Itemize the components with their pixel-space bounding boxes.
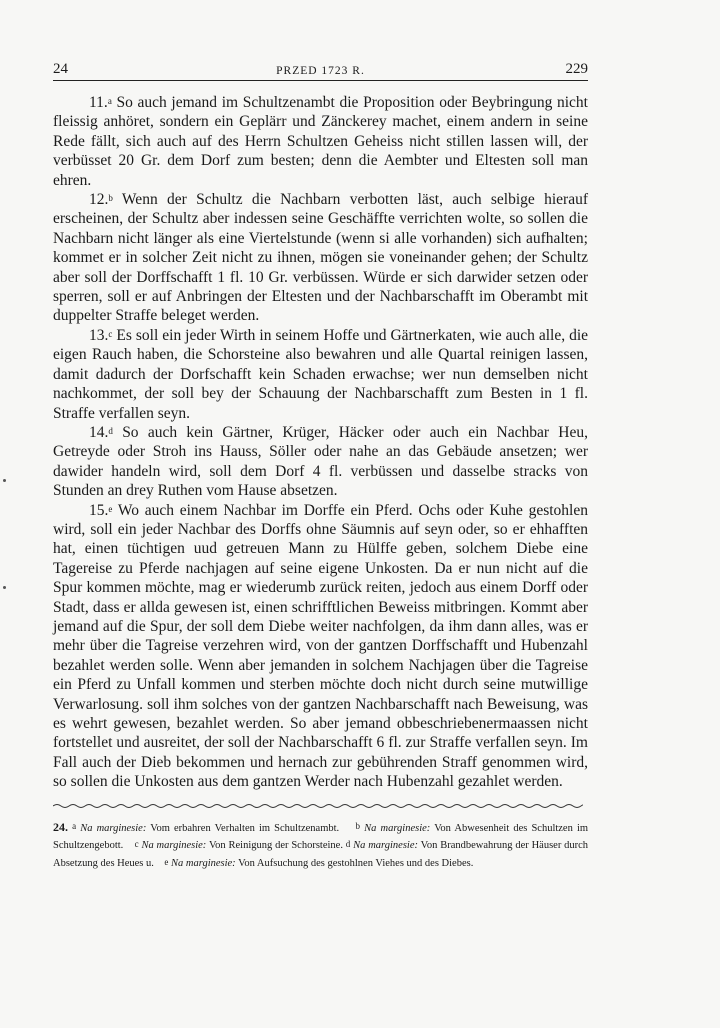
- footnote-a: a Na marginesie: Vom erbahren Verhalten im Schultzenambt.: [72, 820, 340, 834]
- paragraph-text: Es soll ein jeder Wirth in seinem Hoffe und Gärtnerkaten, wie auch alle, die eigen Rauch haben, die Schorsteine also bewahren und alle Quartal reinigen lassen, damit dadurch der Dorfschafft kein Schaden erwachse; wer nun demselben nicht nachkommet, der soll bey der Schauung der Nachbarschafft zum Besten in 1 fl. Straffe verfallen seyn.: [53, 326, 589, 422]
- footnote-mark: a: [107, 96, 112, 106]
- running-title: PRZED 1723 R.: [276, 65, 365, 77]
- paragraph-number: 13.: [89, 326, 109, 344]
- paragraph-text: Wo auch einem Nachbar im Dorffe ein Pferd. Ochs oder Kuhe gestohlen wird, soll ein jeder Nachbar des Dorffs ohne Säumnis auf seyn oder, so er ehhafften hat, einen tüchtigen uud getreuen Mann zu Hülffe geben, solchem Diebe eine Tagereise zu Pferde nachjagen auf seine eigene Unkosten. Da er nun nicht auf die Spur kommen möchte, mag er wiederumb zurück reiten, jedoch aus einem Dorff oder Stadt, dass er allda gewesen ist, einen schrifftlichen Beweiss mitbringen. Kommt aber jemand auf die Spur, der soll dem Diebe weiter nachfolgen, da ihm dann alles, was er mehr über die Tagreise verzehren wird, von der gantzen Dorffschafft und Hubenzahl bezahlet werden solle. Wenn aber jemanden in solchem Nachjagen über die Tagreise ein Pferd zu Unfall kommen und sterben möchte doch nicht durch seine mutwillige Verwarlosung. soll ihm solches von der gantzen Nachbarschafft nach Beweisung, was es wehrt gewesen, bezahlet werden. So aber jemand obbeschriebenermaassen nicht fortstellet und ausreitet, der soll der Nachbarschafft 6 fl. zur Straffe verfallen seyn. Im Fall auch der Dieb bekommen und hernach zur gebührenden Straff genommen wird, so sollen die Unkosten aus dem gantzen Werder nach Hubenzahl gezahlet werden.: [53, 501, 588, 791]
- footnote-c: c Na marginesie: Von Reinigung der Schorsteine.: [134, 839, 343, 852]
- document-page: [53, 58, 588, 872]
- paragraph-text: Wenn der Schultz die Nachbarn verbotten läst, auch selbige hierauf erscheinen, der Schultz aber indessen seine Geschäffte verrichten wolte, so sollen die Nachbarn nicht länger als eine Viertelstunde (wenn si alle vorhanden) sich aufhalten; kommet er in solcher Zeit nicht zu ihnen, mögen sie voneinander gehen; der Schultz aber soll der Dorffschafft 1 fl. 10 Gr. verbüssen. Würde er sich darwider setzen oder sperren, soll er auf Anbringen der Eltesten und der Nachbarschafft im Oberambt mit duppelter Straffe beleget werden.: [53, 191, 588, 325]
- footnote-e: e Na marginesie: Von Aufsuchung des gestohlnen Viehes und des Diebes.: [164, 856, 474, 869]
- footnote-separator: [53, 802, 583, 810]
- paragraph-12: [53, 190, 588, 326]
- body-text: [53, 93, 588, 792]
- paragraph-number: 11.: [89, 94, 108, 111]
- footnote-mark: d: [108, 425, 113, 436]
- paragraph-13: [53, 326, 588, 423]
- page-number: 229: [565, 61, 588, 77]
- paragraph-text: So auch kein Gärtner, Krüger, Häcker oder auch ein Nachbar Heu, Getreyde oder Stroh ins Hauss, Söller oder nahe an das Gebäude ansetzen; wer dawider handeln wird, soll dem Dorf 4 fl. verbüssen und dasselbe stracks von Stunden an drey Ruthen vom Hause absetzen.: [53, 423, 588, 500]
- document-number: 24: [53, 61, 68, 77]
- margin-speck: [3, 479, 6, 482]
- footnote-mark: e: [108, 503, 113, 514]
- paragraph-number: 14.: [89, 423, 109, 441]
- footnote-d: d Na marginesie: Von Brandbewahrung der Häuser durch Absetzung des Heues u.: [53, 839, 589, 869]
- paragraph-number: 12.: [89, 191, 109, 209]
- paragraph-text: So auch jemand im Schultzenambt die Proposition oder Beybringung nicht fleissig anhöret, sondern ein Geplärr und Zänckerey machet, einem andern in seine Rede fällt, sich auch auf des Herrn Schultzen Geheiss nicht stillen lassen will, der verbüsset 20 Gr. dem Dorf zum besten; denn die Aembter und Eltesten soll man ehren.: [53, 94, 588, 189]
- footnote-mark: b: [108, 193, 113, 204]
- paragraph-number: 15.: [89, 501, 109, 519]
- page-header: [53, 58, 588, 81]
- paragraph-15: [53, 501, 588, 792]
- paragraph-11: [53, 93, 588, 190]
- footnote-mark: c: [108, 328, 113, 339]
- footnotes: [53, 819, 588, 873]
- footnote-document-number: 24.: [53, 819, 68, 834]
- footnote-b: b Na marginesie: Von Abwesenheit des Schultzen im Schultzengebott.: [53, 820, 589, 852]
- margin-speck: [3, 586, 6, 589]
- paragraph-14: [53, 423, 588, 501]
